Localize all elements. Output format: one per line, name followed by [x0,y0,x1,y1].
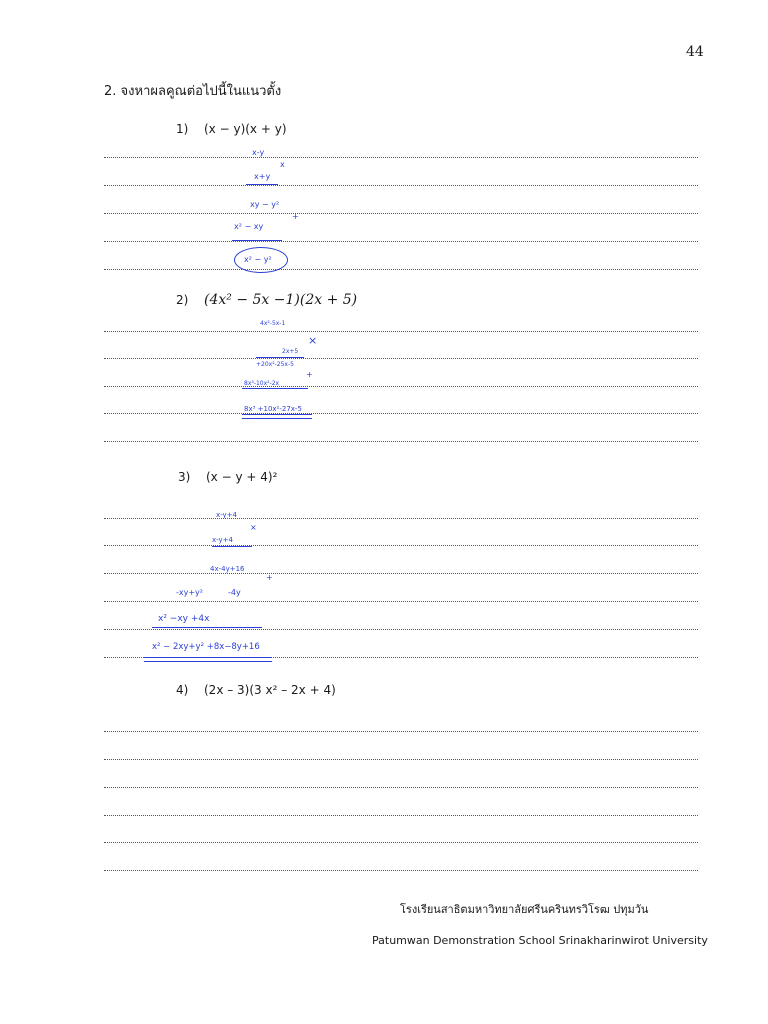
handwriting: x-y+4 [216,511,238,519]
handwriting: +20x²-25x-5 [256,361,294,368]
answer-line [104,601,698,602]
handwriting: 4x²-5x-1 [260,320,286,327]
answer-line [104,269,698,270]
handwriting: x-y+4 [212,536,234,544]
handwriting-underline [246,184,278,185]
problem-expression: (2x – 3)(3 x² – 2x + 4) [204,683,336,697]
handwriting-underline [152,627,262,628]
problem-number: 2) [176,293,189,307]
handwriting-underline [242,414,312,415]
answer-line [104,413,698,414]
answer-line [104,787,698,788]
problem-4 [176,683,336,697]
handwriting: 8x³ +10x²-27x-5 [244,405,302,413]
answer-line [104,573,698,574]
problem-1 [176,122,287,136]
handwriting: + [292,212,299,221]
handwriting: × [250,523,257,532]
handwriting: x [280,160,285,169]
answer-line [104,331,698,332]
handwriting: x+y [254,172,271,181]
problem-expression: (x − y)(x + y) [204,122,287,136]
answer-line [104,545,698,546]
handwriting-underline [144,657,272,658]
question-heading: 2. จงหาผลคูณต่อไปนี้ในแนวตั้ง [104,84,282,99]
handwriting: + [266,573,273,582]
problem-number: 1) [176,122,189,136]
answer-line [104,441,698,442]
handwriting: -xy+y² [176,588,203,597]
footer-school-thai: โรงเรียนสาธิตมหาวิทยาลัยศรีนครินทรวิโรฒ ปทุมวัน [400,903,649,916]
handwriting: 8x³-10x²-2x [244,380,280,387]
answer-line [104,241,698,242]
handwriting: xy − y² [250,200,280,209]
handwriting: x² −xy +4x [158,614,210,624]
footer-school-english: Patumwan Demonstration School Srinakharinwirot University [372,934,708,947]
handwriting-underline [256,357,304,358]
handwriting-underline [242,388,308,389]
problem-expression: (x − y + 4)² [206,470,278,484]
handwriting: x² − xy [234,222,264,231]
answer-line [104,842,698,843]
handwriting: + [306,370,313,379]
handwriting: 4x-4y+16 [210,565,245,573]
handwriting-underline [242,418,312,419]
problem-2 [176,292,357,308]
handwriting-underline [212,546,252,547]
answer-line [104,213,698,214]
page-number: 44 [686,44,704,60]
answer-line [104,629,698,630]
handwriting: x² − y² [244,255,272,264]
answer-line [104,870,698,871]
problem-3 [178,470,277,484]
handwriting-underline [144,661,272,662]
answer-line [104,518,698,519]
handwriting: 2x+5 [282,348,299,355]
answer-circle [234,247,288,273]
problem-expression: (4x² − 5x −1)(2x + 5) [204,292,358,308]
answer-line [104,358,698,359]
answer-line [104,157,698,158]
answer-line [104,185,698,186]
handwriting: × [308,334,318,347]
problem-number: 4) [176,683,189,697]
answer-line [104,759,698,760]
handwriting: x-y [252,148,265,157]
handwriting: -4y [228,588,241,597]
answer-line [104,731,698,732]
problem-number: 3) [178,470,191,484]
handwriting-underline [232,240,282,241]
answer-line [104,815,698,816]
handwriting: x² − 2xy+y² +8x−8y+16 [152,642,260,652]
answer-line [104,386,698,387]
